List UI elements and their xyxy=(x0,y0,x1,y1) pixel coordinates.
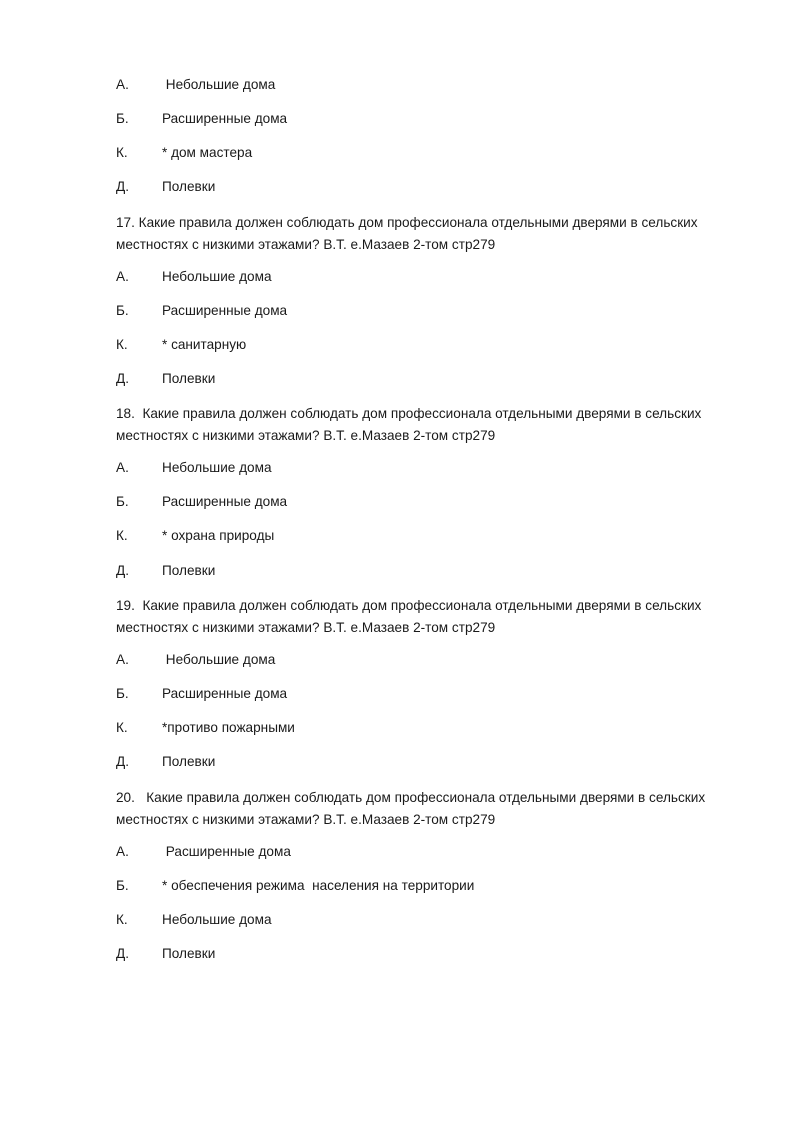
option-k xyxy=(116,144,252,162)
option-text: Полевки xyxy=(162,179,216,194)
option-letter: Д. xyxy=(116,754,129,769)
option-d xyxy=(116,945,215,963)
option-letter: К. xyxy=(116,720,128,735)
option-letter: Д. xyxy=(116,371,129,386)
option-d xyxy=(116,753,215,771)
option-text: Небольшие дома xyxy=(162,460,272,475)
option-text: * санитарную xyxy=(162,337,247,352)
option-a xyxy=(116,268,272,286)
question-line: 20. Какие правила должен соблюдать дом профессионала отдельными дверями в сельских xyxy=(116,790,706,805)
option-a xyxy=(116,651,275,669)
option-letter: А. xyxy=(116,652,129,667)
option-text: * обеспечения режима населения на территории xyxy=(162,878,475,893)
option-text: Расширенные дома xyxy=(162,686,288,701)
option-letter: К. xyxy=(116,145,128,160)
option-letter: Д. xyxy=(116,179,129,194)
option-d xyxy=(116,370,215,388)
option-k xyxy=(116,336,246,354)
option-a xyxy=(116,459,272,477)
question-18 xyxy=(116,403,716,446)
option-a xyxy=(116,843,291,861)
option-k xyxy=(116,911,272,929)
option-letter: А. xyxy=(116,844,129,859)
question-line: 18. Какие правила должен соблюдать дом профессионала отдельными дверями в сельских xyxy=(116,406,702,421)
question-line: местностях с низкими этажами? В.Т. е.Мазаев 2-том стр279 xyxy=(116,619,496,635)
option-b xyxy=(116,877,474,895)
option-letter: К. xyxy=(116,337,128,352)
question-line: 17. Какие правила должен соблюдать дом профессионала отдельными дверями в сельских xyxy=(116,215,698,230)
option-text: Полевки xyxy=(162,754,216,769)
option-text: Небольшие дома xyxy=(162,269,272,284)
question-line: местностях с низкими этажами? В.Т. е.Мазаев 2-том стр279 xyxy=(116,427,496,443)
option-b xyxy=(116,493,287,511)
option-b xyxy=(116,302,287,320)
option-letter: Б. xyxy=(116,303,129,318)
option-letter: Б. xyxy=(116,878,129,893)
question-20 xyxy=(116,787,716,830)
option-b xyxy=(116,110,287,128)
option-text: Полевки xyxy=(162,371,216,386)
option-d xyxy=(116,178,215,196)
option-letter: Д. xyxy=(116,946,129,961)
question-19 xyxy=(116,595,716,638)
option-letter: К. xyxy=(116,528,128,543)
option-text: Небольшие дома xyxy=(162,77,276,92)
question-17 xyxy=(116,212,716,255)
option-letter: Б. xyxy=(116,494,129,509)
option-text: Расширенные дома xyxy=(162,494,288,509)
option-text: *противо пожарными xyxy=(162,720,295,735)
option-b xyxy=(116,685,287,703)
option-d xyxy=(116,562,215,580)
option-text: Полевки xyxy=(162,946,216,961)
question-line: 19. Какие правила должен соблюдать дом профессионала отдельными дверями в сельских xyxy=(116,598,702,613)
option-text: Расширенные дома xyxy=(162,111,288,126)
question-line: местностях с низкими этажами? В.Т. е.Мазаев 2-том стр279 xyxy=(116,811,496,827)
option-letter: А. xyxy=(116,269,129,284)
option-text: Небольшие дома xyxy=(162,652,276,667)
option-letter: А. xyxy=(116,460,129,475)
option-letter: А. xyxy=(116,77,129,92)
option-a xyxy=(116,76,275,94)
option-text: * охрана природы xyxy=(162,528,275,543)
option-letter: Б. xyxy=(116,111,129,126)
option-letter: К. xyxy=(116,912,128,927)
option-text: Расширенные дома xyxy=(162,303,288,318)
option-text: Расширенные дома xyxy=(162,844,291,859)
option-k xyxy=(116,719,295,737)
option-text: * дом мастера xyxy=(162,145,253,160)
option-text: Небольшие дома xyxy=(162,912,272,927)
question-line: местностях с низкими этажами? В.Т. е.Мазаев 2-том стр279 xyxy=(116,236,496,252)
option-k xyxy=(116,527,274,545)
option-letter: Д. xyxy=(116,563,129,578)
option-text: Полевки xyxy=(162,563,216,578)
option-letter: Б. xyxy=(116,686,129,701)
